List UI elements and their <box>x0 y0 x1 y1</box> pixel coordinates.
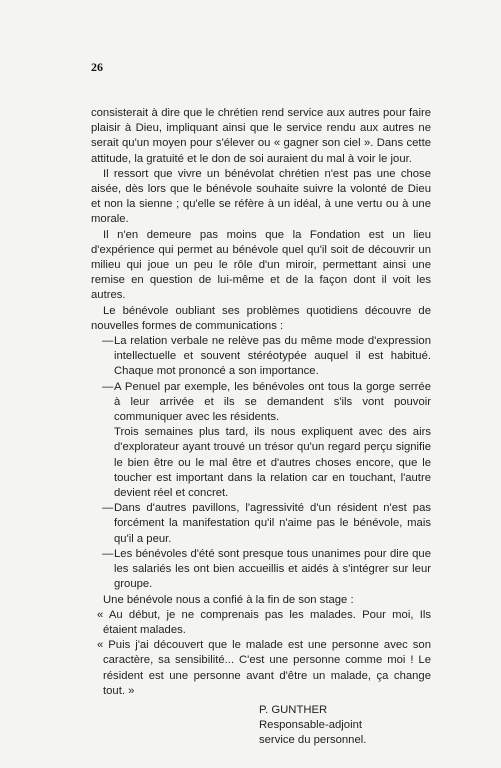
paragraph: Il ressort que vivre un bénévolat chrétien n'est pas une chose aisée, dès lors que le bénévole souhaite suivre la volonté de Dieu et non la sienne ; qu'elle se réfère à un idéal, à une vertu ou à une morale. <box>91 167 431 226</box>
list-item <box>91 501 431 547</box>
page-number: 26 <box>91 60 103 74</box>
dash-marker: — <box>102 335 114 348</box>
dash-marker: — <box>102 380 114 393</box>
dash-marker: — <box>102 502 114 515</box>
list-item <box>91 547 431 593</box>
list-item <box>91 380 431 426</box>
list-item-text: Dans d'autres pavillons, l'agressivité d'un résident n'est pas forcément la manifestation qu'il n'aime pas le bénévole, mais qu'il a peur. <box>114 502 431 545</box>
quote: « Au début, je ne comprenais pas les malades. Pour moi, Ils étaient malades. <box>97 608 431 636</box>
list-item-text: A Penuel par exemple, les bénévoles ont tous la gorge serrée à leur arrivée et ils se demandent s'ils vont pouvoir communiquer avec les résidents. <box>114 380 431 424</box>
list-item-text: La relation verbale ne relève pas du même mode d'expression intellectuelle et souvent stéréotypée auquel il est habitué. Chaque mot prononcé a son importance. <box>114 335 431 378</box>
article-body <box>91 106 431 749</box>
paragraph: Il n'en demeure pas moins que la Fondation est un lieu d'expérience qui permet au bénévole quel qu'il soit de découvrir un milieu qui joue un peu le rôle d'un miroir, permettant ainsi une remise en question de lui-même et de la façon dont il voit les autres. <box>91 228 431 302</box>
dash-marker: — <box>102 547 114 560</box>
list-item <box>91 334 431 380</box>
paragraph: consisterait à dire que le chrétien rend service aux autres pour faire plaisir à Dieu, impliquant ainsi que le service rendu aux autres ne serait qu'un moyen pour s'élever ou « gagner son ciel ». Dans cette attitude, la gratuité et le don de soi auraient du mal à voir le jour. <box>91 107 431 165</box>
signature-block <box>91 703 431 749</box>
quote: « Puis j'ai découvert que le malade est une personne avec son caractère, sa sensibilité... C'est une personne comme moi ! Le résident est une personne avant d'être un malade, ça change tout. » <box>97 639 431 697</box>
signature-name: P. GUNTHER <box>259 703 328 716</box>
signature-department: service du personnel. <box>259 734 367 747</box>
list-item-text: Les bénévoles d'été sont presque tous unanimes pour dire que les salariés les ont bien accueillis et aidés à s'intégrer sur leur groupe. <box>114 547 431 591</box>
signature-role: Responsable-adjoint <box>259 719 362 732</box>
paragraph: Le bénévole oubliant ses problèmes quotidiens découvre de nouvelles formes de communications : <box>91 304 431 332</box>
list-continuation: Trois semaines plus tard, ils nous expliquent avec des airs d'explorateur ayant trouvé un trésor qu'un regard perçu signifie le bien être ou le mal être et d'autres choses encore, que le toucher est important dans la relation car en touchant, l'autre devient réel et concret. <box>114 426 431 500</box>
closing-intro: Une bénévole nous a confié à la fin de son stage : <box>103 593 354 606</box>
